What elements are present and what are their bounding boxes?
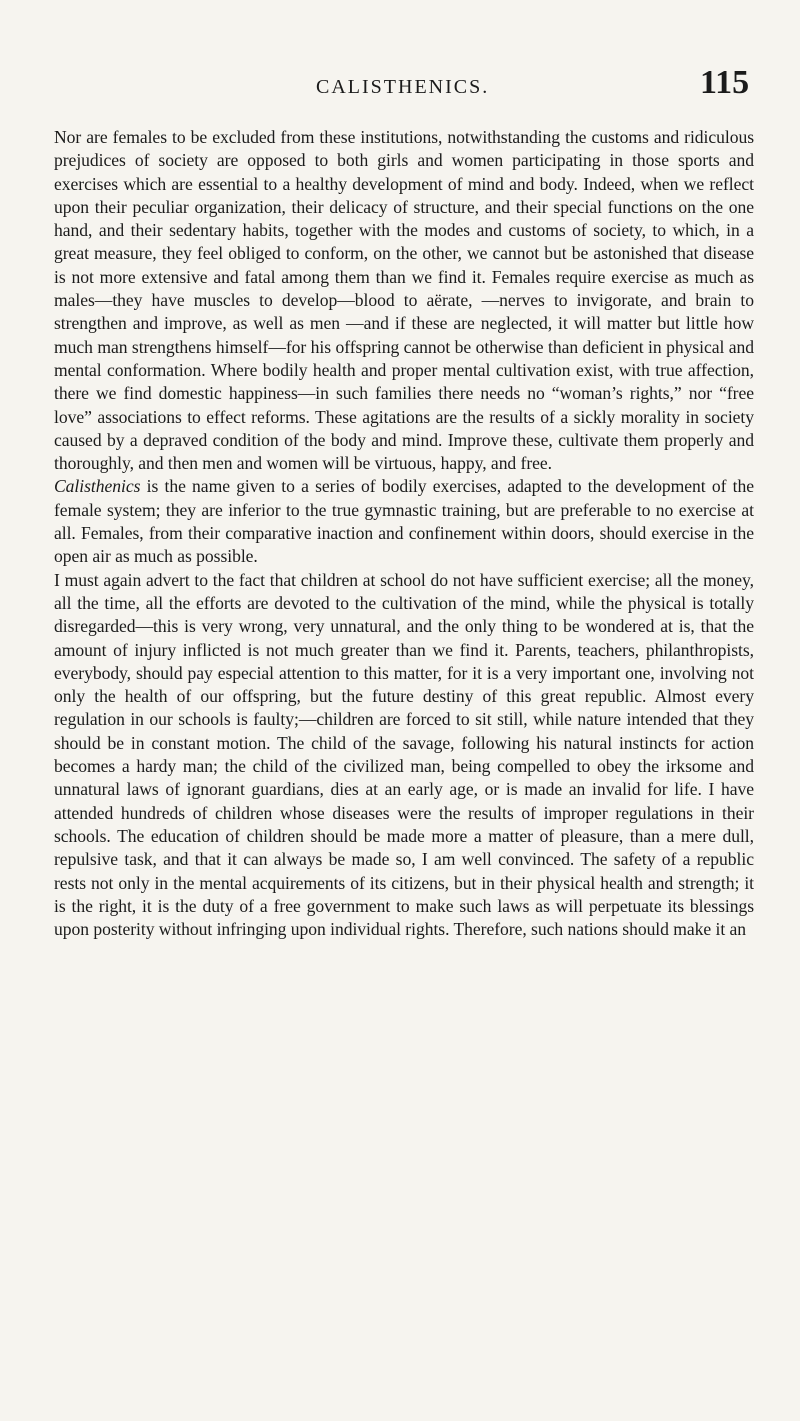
italic-term: Calisthenics <box>54 476 141 497</box>
paragraph <box>54 475 754 568</box>
paragraph-text: Nor are females to be excluded from these institutions, notwithstanding the customs and ridiculous prejudices of society are opposed to both girls and women participating in those sports and exercises which are essential to a healthy development of mind and body. Indeed, when we reflect upon their peculiar organization, their delicacy of structure, and their special functions on the one hand, and their sedentary habits, together with the modes and customs of society, to which, in a great measure, they feel obliged to conform, on the other, we cannot but be astonished that disease is not more extensive and fatal among them than we find it. Females require exercise as much as males—they have muscles to develop—blood to aërate, —nerves to invigorate, and brain to strengthen and improve, as well as men —and if these are neglected, it will matter but little how much man strengthens himself—for his offspring cannot be otherwise than deficient in physical and mental conformation. Where bodily health and proper mental cultivation exist, with true affection, there we find domestic happiness—in such families there needs no “woman’s rights,” nor “free love” associations to effect reforms. These agitations are the results of a sickly morality in society caused by a depraved condition of the body and mind. Improve these, cultivate them properly and thoroughly, and then men and women will be virtuous, happy, and free. <box>54 127 754 474</box>
paragraph <box>54 126 754 475</box>
paragraph-text: I must again advert to the fact that children at school do not have sufficient exercise; all the money, all the time, all the efforts are devoted to the cultivation of the mind, while the physical is totally disregarded—this is very wrong, very unnatural, and the only thing to be wondered at is, that the amount of injury inflicted is not much greater than we find it. Parents, teachers, philanthropists, everybody, should pay especial attention to this matter, for it is a very important one, involving not only the health of our offspring, but the future destiny of this great republic. Almost every regulation in our schools is faulty;—children are forced to sit still, while nature intended that they should be in constant motion. The child of the savage, following his natural instincts for action becomes a hardy man; the child of the civilized man, being compelled to obey the irksome and unnatural laws of ignorant guardians, dies at an early age, or is made an invalid for life. I have attended hundreds of children whose diseases were the results of improper regulations in their schools. The education of children should be made more a matter of pleasure, than a mere dull, repulsive task, and that it can always be made so, I am well convinced. The safety of a republic rests not only in the mental acquirements of its citizens, but in their physical health and strength; it is the right, it is the duty of a free government to make such laws as will perpetuate its blessings upon posterity without infringing upon individual rights. Therefore, such nations should make it an <box>54 569 754 940</box>
running-head <box>0 64 800 112</box>
body-text <box>54 126 754 941</box>
running-title: CALISTHENICS. <box>316 76 490 98</box>
page-number: 115 <box>700 64 750 101</box>
paragraph-text: is the name given to a series of bodily exercises, adapted to the development of the female system; they are inferior to the true gymnastic training, but are preferable to no exercise at all. Females, from their comparative inaction and confinement within doors, should exercise in the open air as much as possible. <box>54 476 754 567</box>
paragraph <box>54 569 754 942</box>
